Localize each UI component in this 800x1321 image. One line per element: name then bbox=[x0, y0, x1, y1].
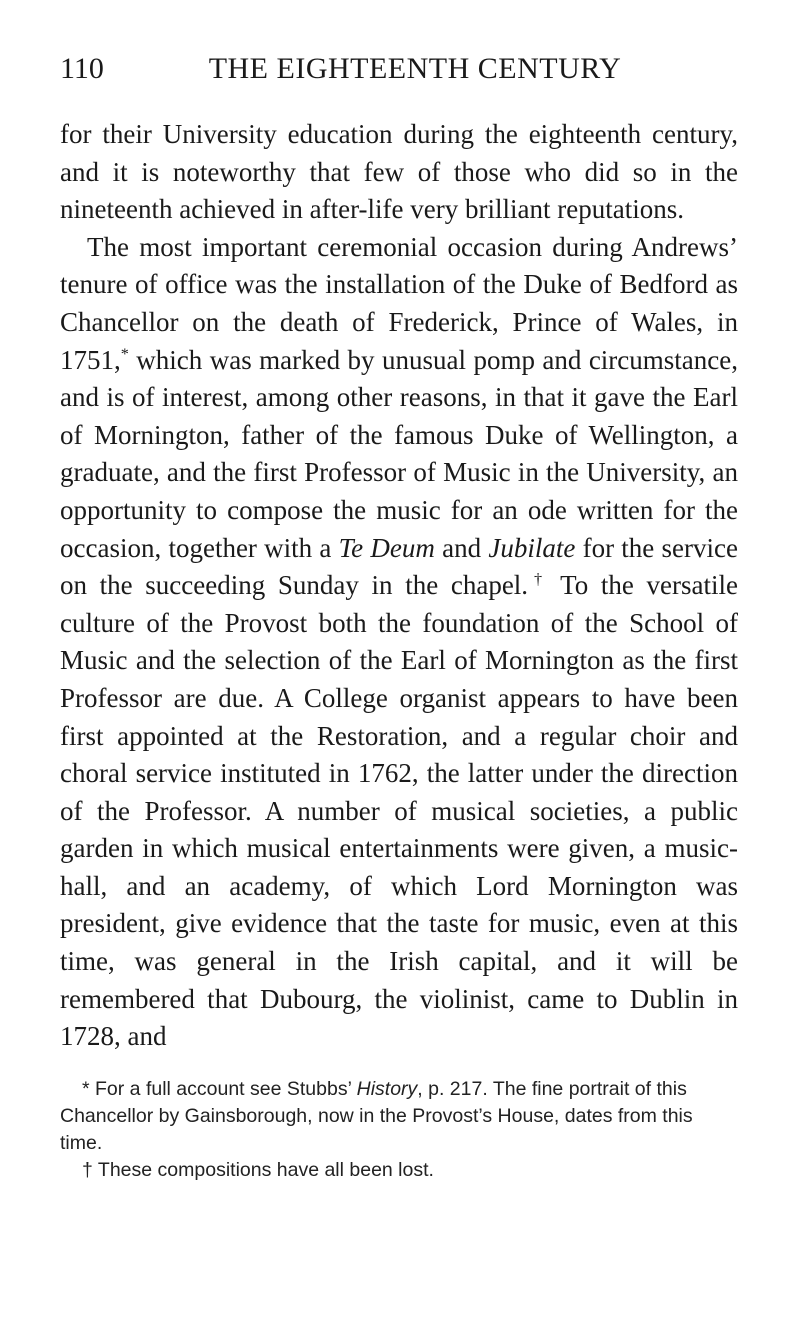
footnote-1-mark: * bbox=[82, 1077, 90, 1100]
paragraph-1-text: for their University education during the eighteenth century, and it is noteworthy that few of those who did so in the nineteenth achieved in after-life very brilliant reputations. bbox=[60, 119, 738, 225]
paragraph-2-part-e: To the versatile culture of the Provost both the foundation of the School of Music and the selection of the Earl of Mornington as the first Professor are due. A College organist appears to have been first appointed at the Restoration, and a regular choir and choral service instituted in 1762, the latter under the direction of the Professor. A number of musical societies, a public garden in which musical entertainments were given, a music-hall, and an academy, of which Lord Mornington was president, give evidence that the taste for music, even at this time, was general in the Irish capital, and it will be remembered that Dubourg, the violinist, came to Dublin in 1728, and bbox=[60, 570, 738, 1052]
history-title: History bbox=[356, 1077, 418, 1100]
te-deum-title: Te Deum bbox=[338, 532, 435, 563]
footnote-2-mark: † bbox=[82, 1158, 93, 1181]
page-number: 110 bbox=[60, 52, 104, 85]
running-title: THE EIGHTEENTH CENTURY bbox=[208, 52, 622, 85]
paragraph-2-part-d: for the service on the succeeding Sunday in the chapel. bbox=[60, 532, 738, 601]
footnote-1-text-b: , p. 217. The fine portrait of this Chancellor by Gainsborough, now in the Provost’s House, dates from this time. bbox=[60, 1077, 693, 1154]
jubilate-title: Jubilate bbox=[488, 532, 576, 563]
footnote-1 bbox=[60, 1076, 738, 1157]
running-head bbox=[60, 52, 738, 86]
body-paragraph-2 bbox=[60, 229, 738, 1056]
paragraph-2-part-b: which was marked by unusual pomp and circumstance, and is of interest, among other reasons, in that it gave the Earl of Mornington, father of the famous Duke of Wellington, a graduate, and the first Professor of Music in the University, an opportunity to compose the music for an ode written for the occasion, together with a bbox=[60, 344, 738, 563]
book-page bbox=[60, 52, 738, 1184]
footnote-2 bbox=[60, 1157, 738, 1184]
paragraph-2-part-a: The most important ceremonial occasion during Andrews’ tenure of office was the installation of the Duke of Bedford as Chancellor on the death of Frederick, Prince of Wales, in 1751, bbox=[60, 231, 738, 375]
paragraph-2-part-c: and bbox=[434, 532, 489, 563]
body-paragraph-1 bbox=[60, 116, 738, 229]
footnote-1-text-a: For a full account see Stubbs’ bbox=[89, 1077, 357, 1100]
footnotes bbox=[60, 1076, 738, 1184]
footnote-2-text: These compositions have all been lost. bbox=[92, 1158, 434, 1181]
footnote-ref-asterisk[interactable]: * bbox=[120, 344, 129, 363]
footnote-ref-dagger[interactable]: † bbox=[528, 570, 548, 589]
